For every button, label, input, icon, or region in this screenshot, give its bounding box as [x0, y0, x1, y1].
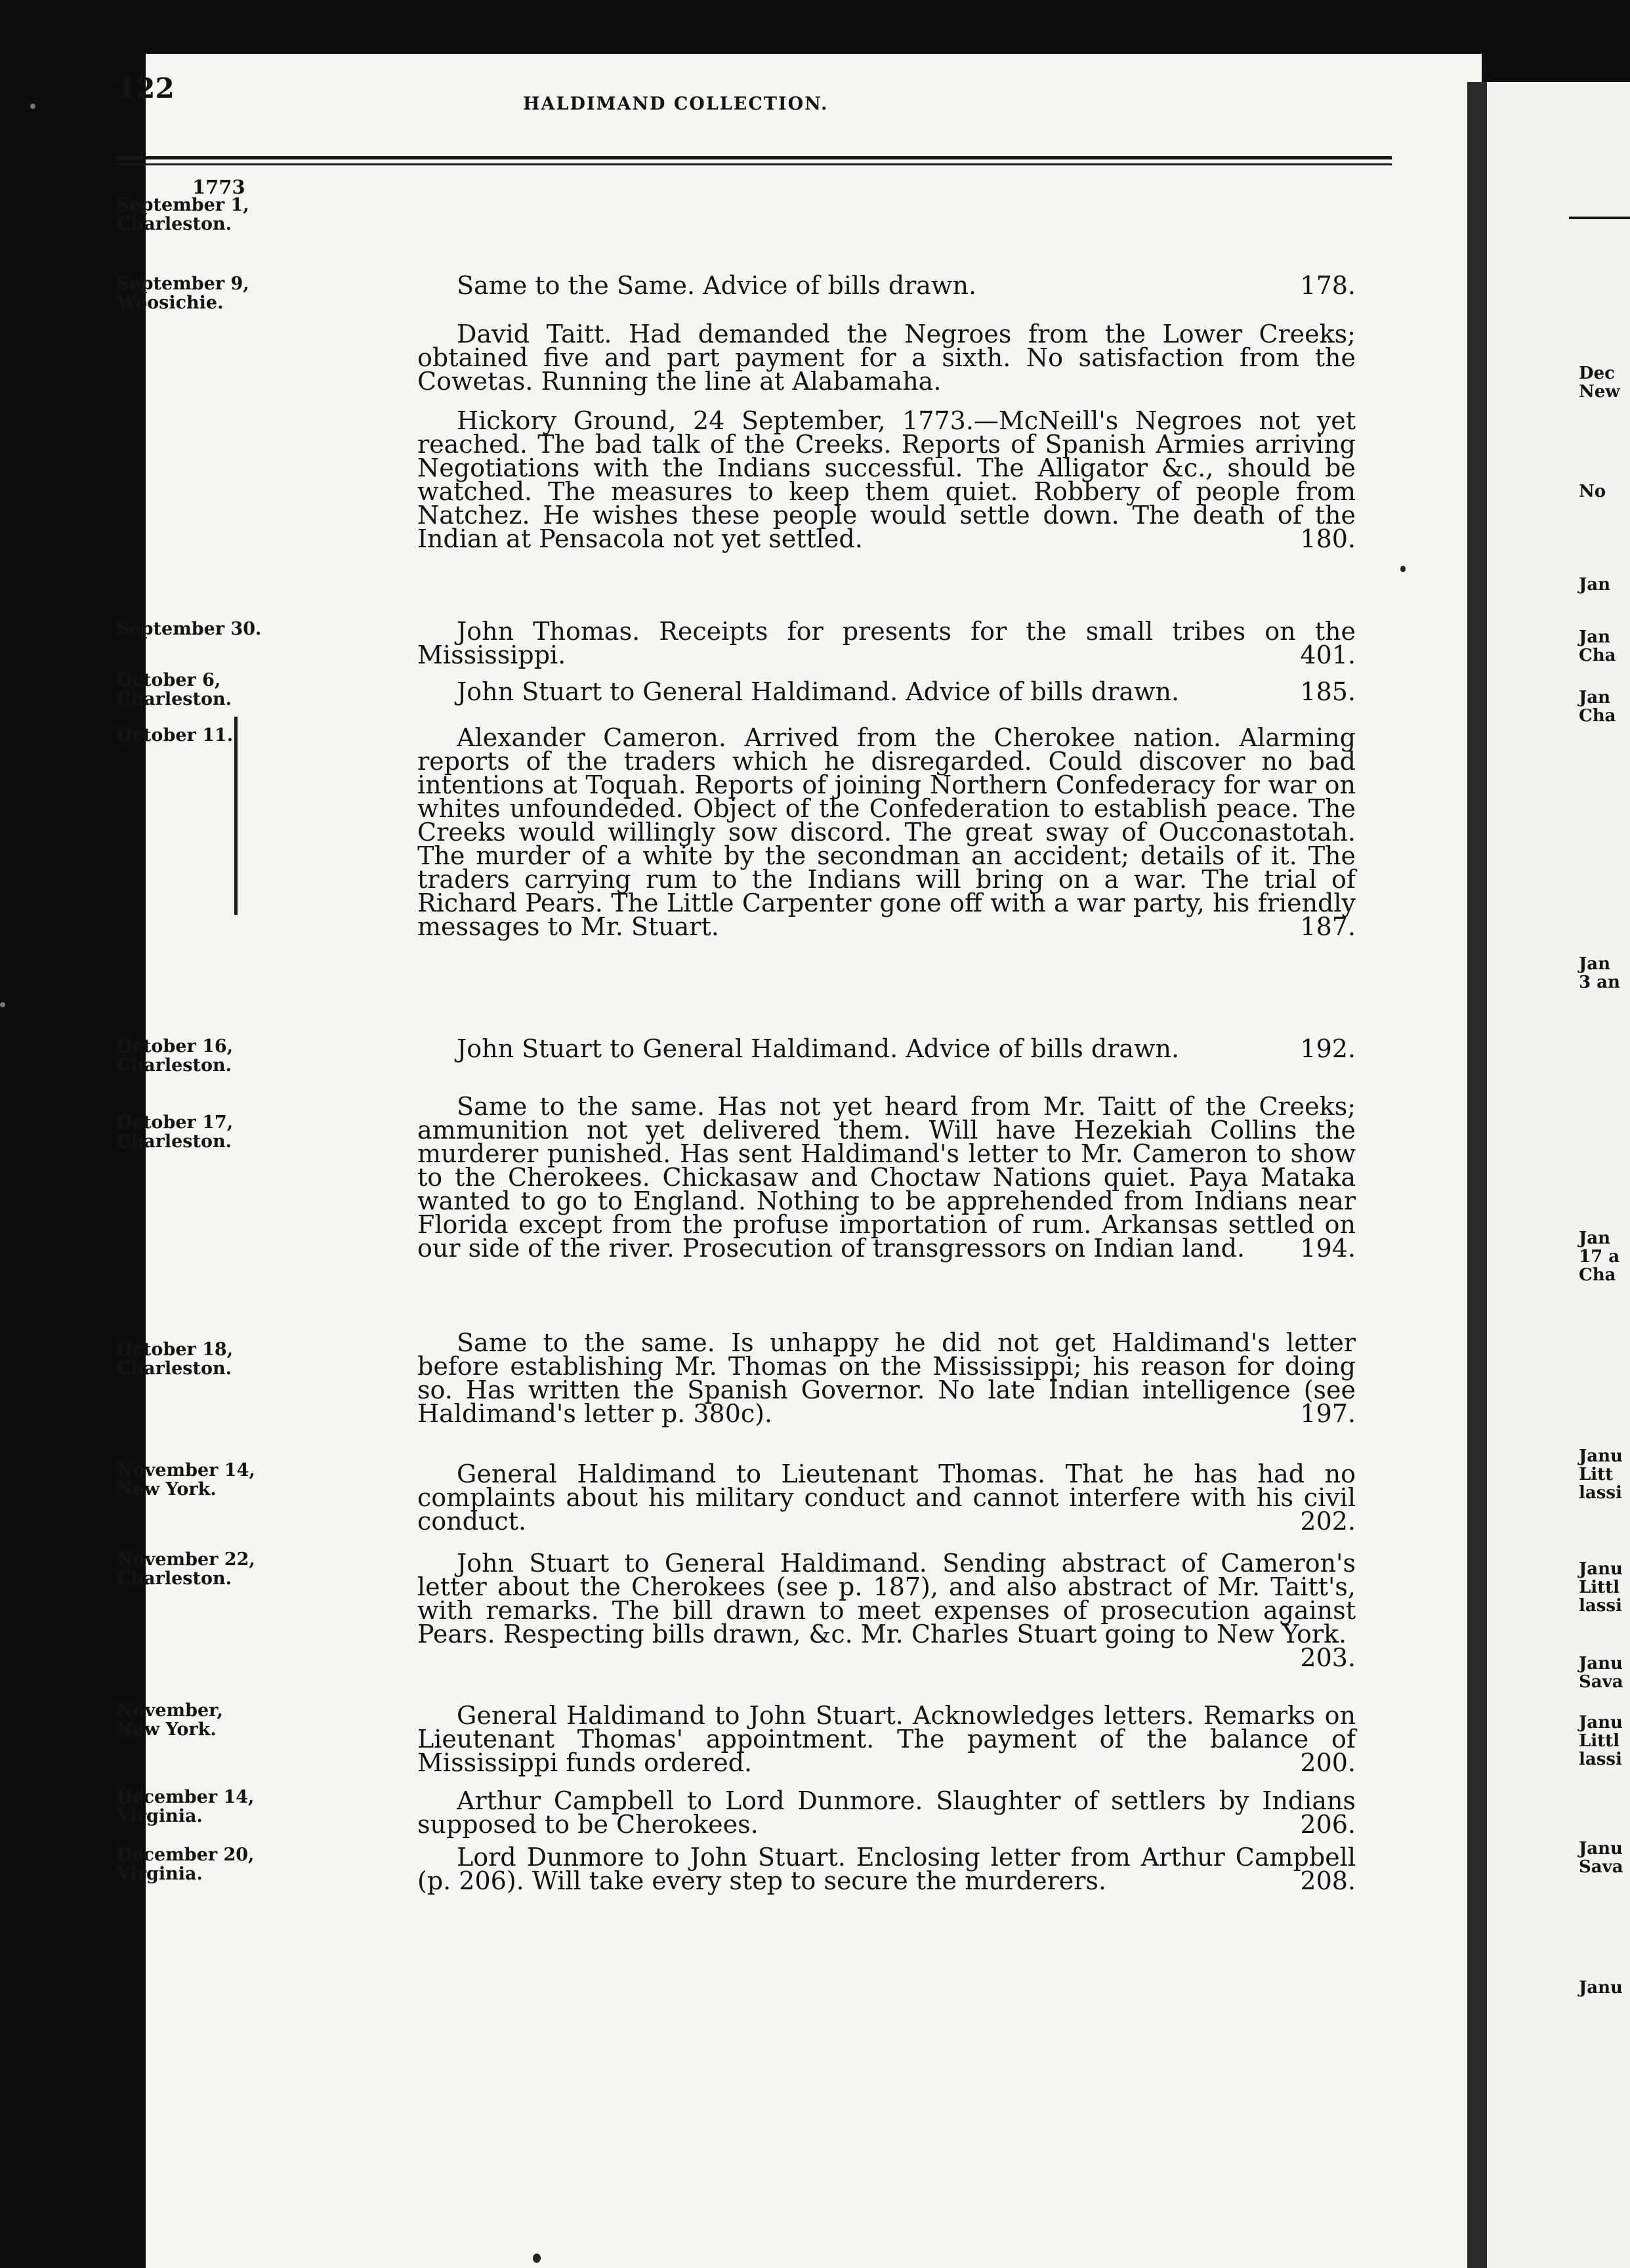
facing-margin-date: No [1579, 482, 1606, 501]
entry-text [417, 1460, 1356, 1536]
ink-speck [1400, 566, 1406, 572]
document-page-ref: 206. [1300, 1810, 1356, 1839]
margin-mark [234, 717, 238, 915]
facing-margin-date: Janu Littl lassi [1579, 1713, 1623, 1769]
entry-date: October 11. [117, 725, 234, 746]
entry-date: September 9, Woosichie. [117, 274, 249, 313]
entry-text [417, 677, 1356, 706]
entry-date: December 20, Virginia. [117, 1845, 255, 1884]
entry-summary: Alexander Cameron. Arrived from the Cherokee nation. Alarming reports of the traders which he disregarded. Could discover no bad intentions at Toquah. Reports of joining Northern Confederacy for war on whites unfoundeded. Object of the Confederation to establish peace. The Creeks would willingly sow discord. The great sway of Oucconastotah. The murder of a white by the secondman an accident; details of it. The traders carrying rum to the Indians will bring on a war. The trial of Richard Pears. The Little Carpenter gone off with a war party, his friendly messages to Mr. Stuart. [417, 723, 1356, 941]
entry-text [417, 320, 1356, 396]
header-rule [117, 156, 1392, 159]
document-page-ref: 180. [1300, 524, 1356, 553]
facing-margin-date: Jan Cha [1579, 627, 1616, 665]
entry-summary: General Haldimand to John Stuart. Acknowledges letters. Remarks on Lieutenant Thomas' appointment. The payment of the balance of Mississippi funds ordered. [417, 1701, 1356, 1777]
entry-summary: Same to the same. Is unhappy he did not get Haldimand's letter before establishing Mr. Thomas on the Mississippi; his reason for doing so. Has written the Spanish Governor. No late Indian intelligence (see Haldimand's letter p. 380c). [417, 1328, 1356, 1428]
entry-date: September 30. [117, 619, 262, 639]
entry-date: October 16, Charleston. [117, 1036, 234, 1076]
facing-margin-date: Janu [1579, 1978, 1623, 1998]
document-page-ref: 187. [1300, 912, 1356, 941]
running-title: HALDIMAND COLLECTION. [523, 94, 829, 114]
facing-margin-date: Janu Sava [1579, 1654, 1623, 1692]
document-page-ref: 208. [1300, 1866, 1356, 1895]
facing-margin-date: Janu Sava [1579, 1839, 1623, 1877]
facing-page [1487, 82, 1630, 2268]
entry-summary: General Haldimand to Lieutenant Thomas. That he has had no complaints about his military conduct and cannot interfere with his civil conduct. [417, 1460, 1356, 1536]
document-page-ref: 203. [1300, 1643, 1356, 1672]
entry-summary: Same to the same. Has not yet heard from Mr. Taitt of the Creeks; ammunition not yet delivered them. Will have Hezekiah Collins the murderer punished. Has sent Haldimand's letter to Mr. Cameron to show to the Cherokees. Chickasaw and Choctaw Nations quiet. Paya Mataka wanted to go to England. Nothing to be apprehended from Indians near Florida except from the profuse importation of rum. Arkansas settled on our side of the river. Prosecution of transgressors on Indian land. [417, 1092, 1356, 1263]
entry-text [417, 406, 1356, 553]
document-page-ref: 185. [1300, 677, 1356, 706]
facing-page-rule [1569, 217, 1630, 219]
ink-speck [0, 1002, 5, 1007]
entry-date: October 18, Charleston. [117, 1339, 234, 1379]
facing-margin-date: Jan [1579, 575, 1611, 595]
entry-date: October 17, Charleston. [117, 1112, 234, 1152]
ink-speck [533, 2254, 541, 2263]
entry-summary: John Stuart to General Haldimand. Sending abstract of Cameron's letter about the Cherokees (see p. 187), and also abstract of Mr. Taitt's, with remarks. The bill drawn to meet expenses of prosecution against Pears. Respecting bills drawn, &c. Mr. Charles Stuart going to New York. [417, 1549, 1356, 1648]
entry-text [417, 1786, 1356, 1839]
document-page-ref: 197. [1300, 1399, 1356, 1428]
facing-margin-date: Janu Littl lassi [1579, 1559, 1623, 1616]
entry-date: November, New York. [117, 1700, 223, 1740]
entry-text [417, 1034, 1356, 1063]
document-page-ref: 178. [1300, 271, 1356, 300]
book-spine [1467, 82, 1487, 2268]
entry-text [417, 1328, 1356, 1428]
entry-summary: John Stuart to General Haldimand. Advice of bills drawn. [457, 1034, 1180, 1063]
document-page-ref: 192. [1300, 1034, 1356, 1063]
entry-text [417, 723, 1356, 941]
year-heading: 1773 [192, 176, 245, 198]
entry-text [417, 1092, 1356, 1263]
entry-summary: Lord Dunmore to John Stuart. Enclosing letter from Arthur Campbell (p. 206). Will take every step to secure the murderers. [417, 1843, 1356, 1895]
document-page-ref: 202. [1300, 1507, 1356, 1536]
entry-text [417, 1701, 1356, 1777]
facing-margin-date: Jan Cha [1579, 688, 1616, 726]
facing-margin-date: Janu Litt lassi [1579, 1446, 1623, 1503]
entry-date: October 6, Charleston. [117, 670, 232, 709]
entry-text [417, 271, 1356, 300]
page-number: 122 [117, 72, 175, 104]
entry-date: November 22, Charleston. [117, 1549, 255, 1589]
entry-summary: John Stuart to General Haldimand. Advice of bills drawn. [457, 677, 1180, 706]
entry-text [417, 1845, 1356, 1893]
entry-date: December 14, Virginia. [117, 1787, 255, 1826]
entry-summary: John Thomas. Receipts for presents for the small tribes on the Mississippi. [417, 617, 1356, 669]
document-page-ref: 200. [1300, 1748, 1356, 1777]
header-rule [117, 163, 1392, 165]
entry-summary: David Taitt. Had demanded the Negroes from the Lower Creeks; obtained five and part payment for a sixth. No satisfaction from the Cowetas. Running the line at Alabamaha. [417, 320, 1356, 396]
document-page-ref: 194. [1300, 1234, 1356, 1263]
facing-margin-date: Dec New [1579, 364, 1620, 402]
document-page-ref: 401. [1300, 640, 1356, 669]
entry-summary: Arthur Campbell to Lord Dunmore. Slaughter of settlers by Indians supposed to be Cherokees. [417, 1786, 1356, 1839]
entry-date: September 1, Charleston. [117, 195, 249, 234]
entry-text [417, 1551, 1356, 1670]
entry-summary: Hickory Ground, 24 September, 1773.—McNeill's Negroes not yet reached. The bad talk of the Creeks. Reports of Spanish Armies arriving Negotiations with the Indians successful. The Alligator &c., should be watched. The measures to keep them quiet. Robbery of people from Natchez. He wishes these people would settle down. The death of the Indian at Pensacola not yet settled. [417, 406, 1356, 553]
facing-margin-date: Jan 3 an [1579, 954, 1620, 992]
facing-margin-date: Jan 17 a Cha [1579, 1228, 1620, 1285]
entry-text [417, 617, 1356, 669]
entry-summary: Same to the Same. Advice of bills drawn. [457, 271, 977, 300]
entry-date: November 14, New York. [117, 1460, 255, 1500]
ink-speck [30, 104, 35, 109]
